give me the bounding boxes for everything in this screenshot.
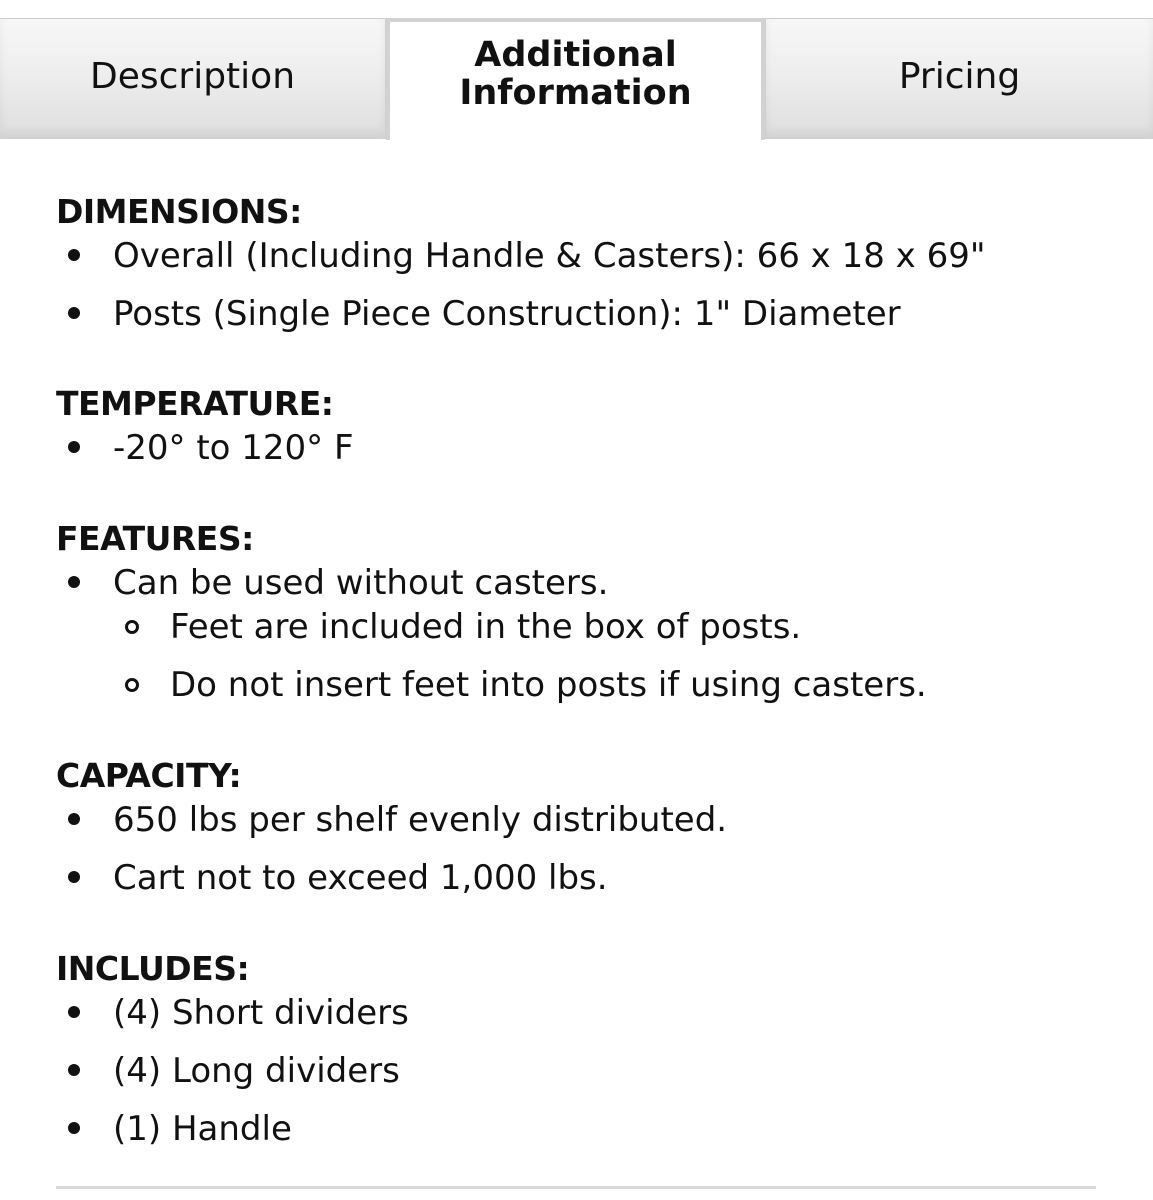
list-item (56, 561, 1116, 605)
list-item (56, 991, 1116, 1035)
list-item (56, 1107, 1116, 1151)
capacity-section (56, 754, 1116, 900)
dimensions-list (56, 234, 1116, 336)
list-item-text: Can be used without casters. (113, 563, 609, 603)
list-item-text: Overall (Including Handle & Casters): 66 x 18 x 69" (113, 236, 986, 276)
includes-list (56, 991, 1116, 1151)
list-item (56, 234, 1116, 278)
bullet-icon (68, 307, 80, 319)
list-item (56, 292, 1116, 336)
bottom-divider (56, 1186, 1096, 1189)
bullet-icon (68, 1064, 80, 1076)
bullet-icon (68, 249, 80, 261)
tab-additional-label-line1: Additional (474, 35, 677, 75)
hollow-bullet-icon (125, 678, 139, 692)
tab-description-label: Description (89, 56, 296, 97)
sub-list-item (56, 605, 1116, 649)
section-title-temperature: TEMPERATURE: (56, 384, 334, 423)
bullet-icon (68, 813, 80, 825)
capacity-list (56, 798, 1116, 900)
section-title-features: FEATURES: (56, 519, 254, 558)
list-item (56, 856, 1116, 900)
list-item (56, 1049, 1116, 1093)
tab-bar (0, 0, 1153, 140)
list-item-text: 650 lbs per shelf evenly distributed. (113, 800, 728, 840)
features-section (56, 517, 1116, 707)
section-title-capacity: CAPACITY: (56, 756, 242, 795)
sub-list-item-text: Feet are included in the box of posts. (170, 607, 802, 647)
list-item-text: -20° to 120° F (113, 428, 354, 468)
list-item (56, 426, 1116, 470)
features-sub-list (56, 605, 1116, 707)
temperature-section (56, 382, 1116, 470)
bullet-icon (68, 871, 80, 883)
features-list (56, 561, 1116, 605)
bullet-icon (68, 1006, 80, 1018)
section-title-dimensions: DIMENSIONS: (56, 192, 302, 231)
bullet-icon (68, 441, 80, 453)
list-item-text: (4) Short dividers (113, 993, 409, 1033)
tab-pricing[interactable] (765, 18, 1153, 139)
dimensions-section (56, 190, 1116, 336)
sub-list-item-text: Do not insert feet into posts if using casters. (170, 665, 927, 705)
tab-additional-information[interactable] (386, 18, 765, 140)
includes-section (56, 947, 1116, 1151)
sub-list-item (56, 663, 1116, 707)
temperature-list (56, 426, 1116, 470)
list-item-text: (4) Long dividers (113, 1051, 400, 1091)
tab-pricing-label: Pricing (898, 56, 1021, 97)
list-item (56, 798, 1116, 842)
list-item-text: Cart not to exceed 1,000 lbs. (113, 858, 608, 898)
hollow-bullet-icon (125, 620, 139, 634)
tab-additional-label-line2: Information (459, 73, 692, 113)
list-item-text: (1) Handle (113, 1109, 292, 1149)
list-item-text: Posts (Single Piece Construction): 1" Diameter (113, 294, 901, 334)
bullet-icon (68, 1122, 80, 1134)
tab-description[interactable] (0, 18, 386, 139)
additional-information-panel (56, 190, 1116, 1191)
section-title-includes: INCLUDES: (56, 949, 250, 988)
bullet-icon (68, 576, 80, 588)
